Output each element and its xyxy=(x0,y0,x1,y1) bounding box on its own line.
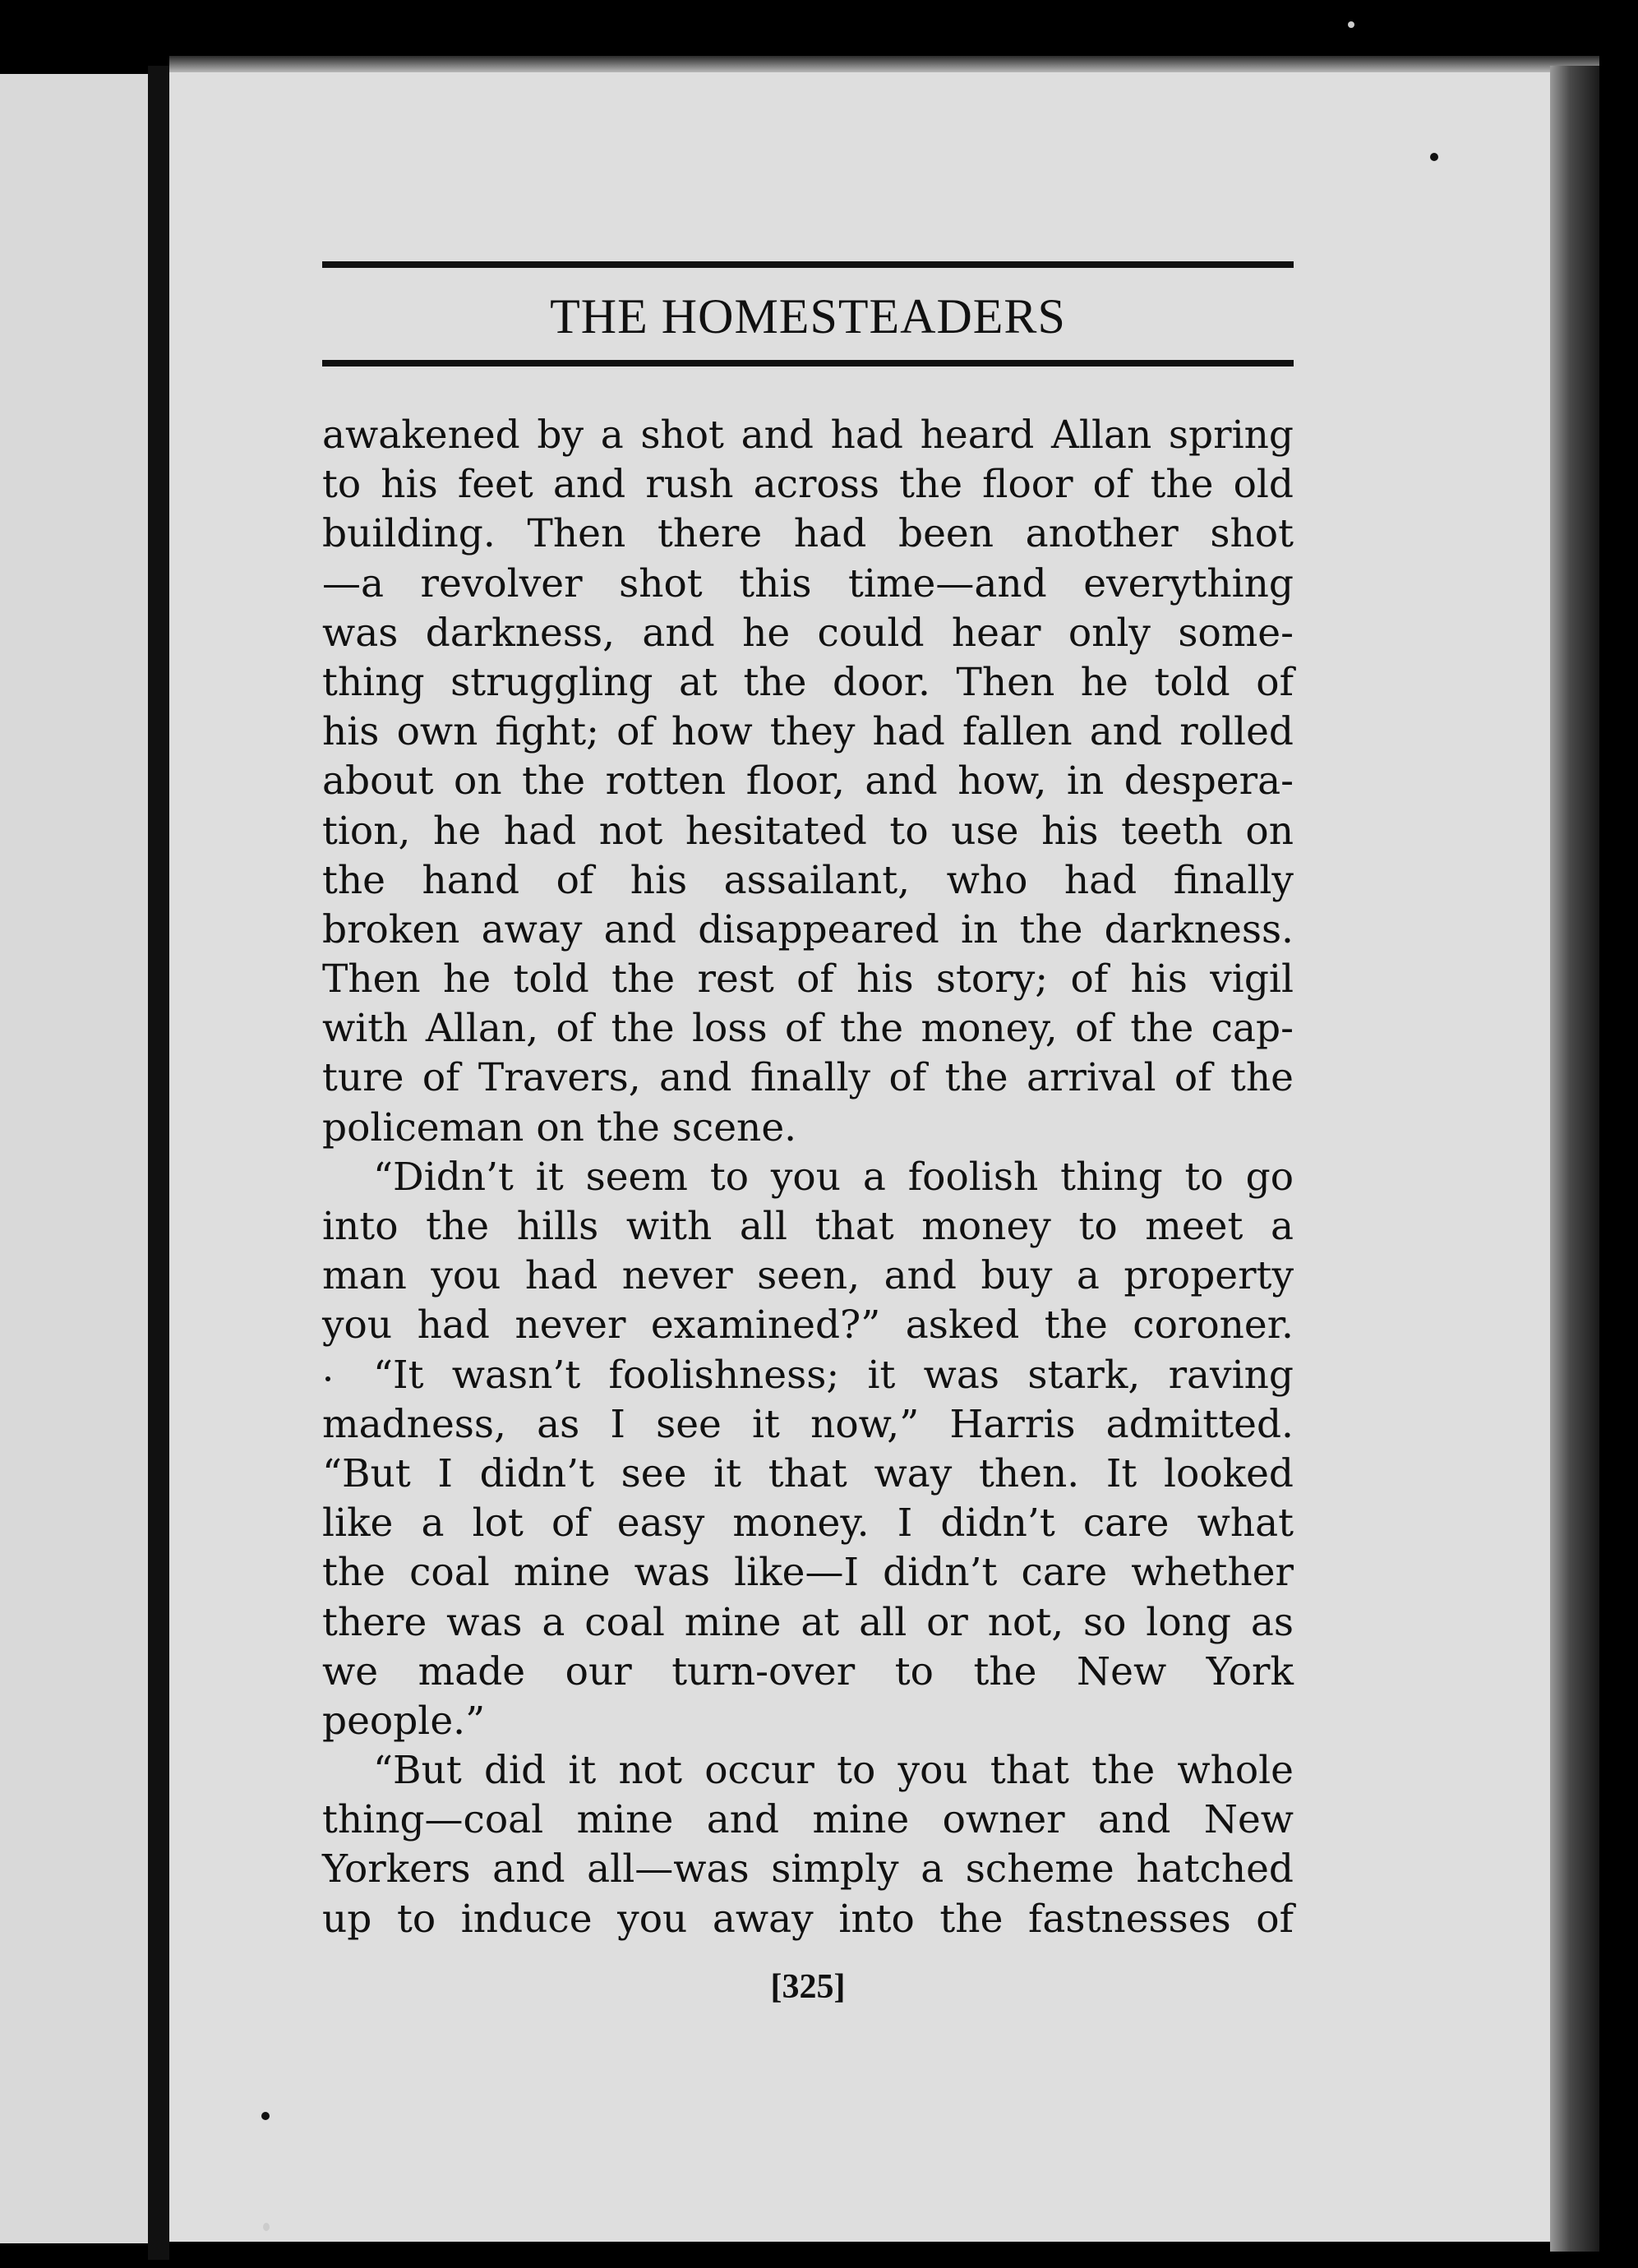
scan-speck xyxy=(263,2223,270,2231)
text-line: about on the rotten floor, and how, in despera- xyxy=(322,758,1294,804)
book-gutter xyxy=(148,66,169,2260)
left-page-edge xyxy=(0,74,148,2243)
header-rule-top xyxy=(322,261,1294,268)
scan-speck xyxy=(325,1376,330,1381)
text-line: the coal mine was like—I didn’t care whether xyxy=(322,1550,1294,1596)
text-line: “But did it not occur to you that the whole xyxy=(373,1748,1294,1794)
text-line: “But I didn’t see it that way then. It looked xyxy=(322,1450,1294,1496)
text-line: madness, as I see it now,” Harris admitted. xyxy=(322,1401,1294,1447)
text-line: Then he told the rest of his story; of his vigil xyxy=(322,957,1294,1003)
scan-speck xyxy=(1348,21,1354,28)
text-line: “Didn’t it seem to you a foolish thing to go xyxy=(373,1154,1294,1200)
scan-speck xyxy=(1430,153,1438,161)
page-top-edge xyxy=(169,56,1599,72)
text-line: “It wasn’t foolishness; it was stark, raving xyxy=(373,1352,1294,1398)
text-line: his own fight; of how they had fallen and rolled xyxy=(322,709,1294,755)
text-line: there was a coal mine at all or not, so long as xyxy=(322,1599,1294,1645)
text-line: ture of Travers, and finally of the arrival of the xyxy=(322,1055,1294,1101)
text-line: tion, he had not hesitated to use his teeth on xyxy=(322,808,1294,854)
header-rule-bottom xyxy=(322,360,1294,366)
text-line: was darkness, and he could hear only some- xyxy=(322,610,1294,656)
text-line: man you had never seen, and buy a property xyxy=(322,1253,1294,1299)
text-line: to his feet and rush across the floor of the old xyxy=(322,462,1294,508)
text-line: you had never examined?” asked the coroner. xyxy=(322,1302,1294,1348)
text-line: we made our turn-over to the New York xyxy=(322,1648,1294,1694)
text-line: people.” xyxy=(322,1698,486,1744)
page-number: [325] xyxy=(770,1968,846,2006)
text-line: building. Then there had been another shot xyxy=(322,511,1294,557)
running-head: THE HOMESTEADERS xyxy=(550,289,1066,343)
body-text xyxy=(322,411,1294,1944)
scan-speck xyxy=(261,2112,270,2120)
text-line: into the hills with all that money to meet a xyxy=(322,1204,1294,1249)
text-line: —a revolver shot this time—and everything xyxy=(322,560,1294,606)
text-line: up to induce you away into the fastnesses of xyxy=(322,1896,1294,1942)
text-line: thing struggling at the door. Then he told of xyxy=(322,659,1294,705)
text-line: Yorkers and all—was simply a scheme hatched xyxy=(322,1846,1294,1892)
text-line: with Allan, of the loss of the money, of the cap- xyxy=(322,1006,1294,1052)
text-line: like a lot of easy money. I didn’t care what xyxy=(322,1500,1294,1547)
text-line: thing—coal mine and mine owner and New xyxy=(322,1797,1294,1843)
page-right-edge xyxy=(1550,66,1599,2252)
text-line: the hand of his assailant, who had finally xyxy=(322,857,1294,903)
text-line: awakened by a shot and had heard Allan spring xyxy=(322,413,1294,458)
text-line: policeman on the scene. xyxy=(322,1104,797,1150)
text-line: broken away and disappeared in the darkness. xyxy=(322,906,1294,952)
